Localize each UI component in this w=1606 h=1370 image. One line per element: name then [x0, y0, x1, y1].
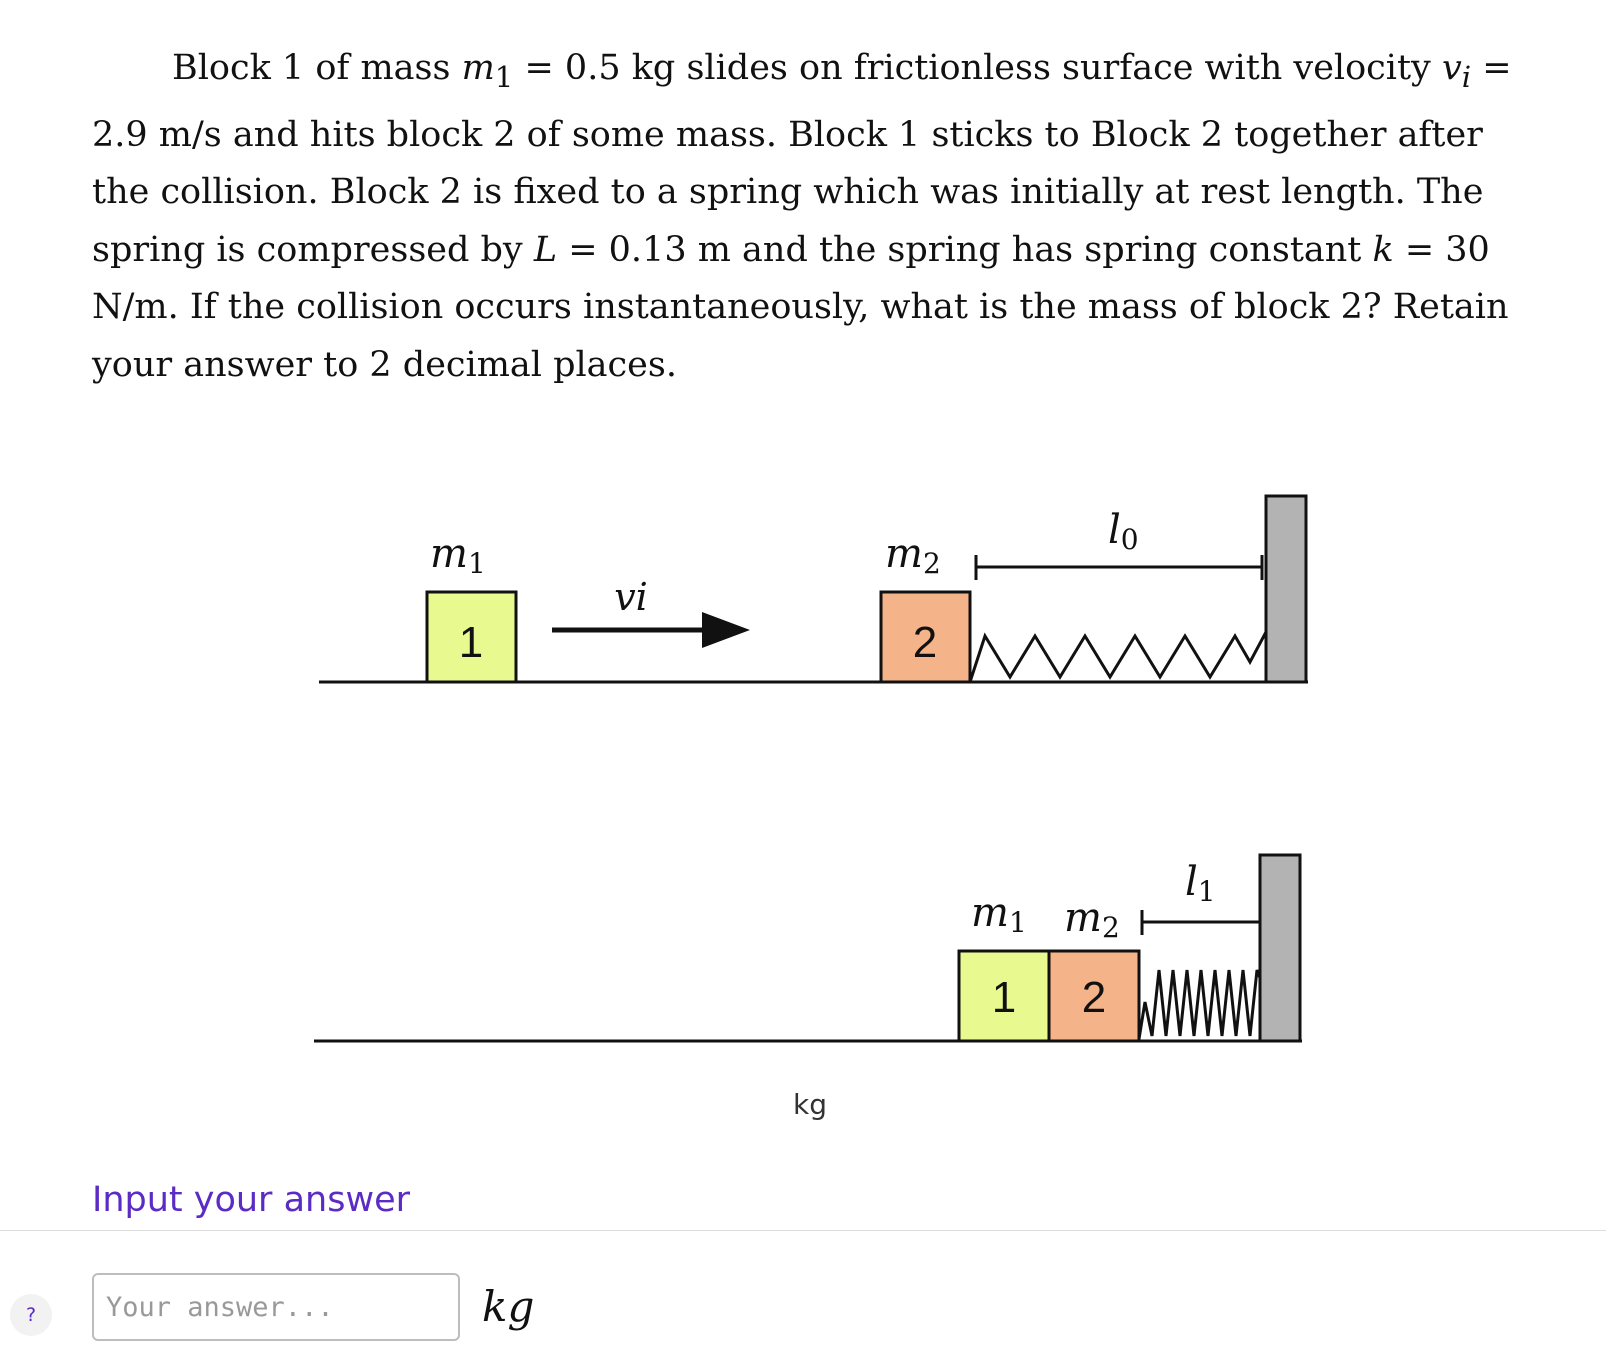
k-symbol: k	[1372, 229, 1394, 270]
m1-label-after: m1	[971, 890, 1027, 939]
m1-subscript: 1	[494, 60, 514, 94]
problem-text-3: and hits block 2 of some mass. Block 1 sticks to Block 2 together after the collision. Block 2 is fixed to a spring which was initially at rest length. The spring is compressed by	[92, 114, 1484, 270]
help-icon[interactable]: ?	[10, 1294, 52, 1336]
equals-1: =	[513, 48, 565, 88]
m2-label-after: m2	[1064, 895, 1120, 944]
vi-value: 2.9 m/s	[92, 114, 222, 155]
l1-label: l1	[1185, 859, 1216, 908]
diagram-unit-label: kg	[793, 1088, 827, 1121]
vi-symbol: v	[1441, 48, 1462, 88]
m1-value: 0.5 kg	[564, 48, 676, 88]
velocity-label: vi	[614, 575, 648, 619]
block-1-after-label: 1	[991, 973, 1017, 1022]
k-value: 30 N/m	[92, 229, 1490, 327]
m1-label-before: m1	[430, 531, 486, 580]
input-answer-label: Input your answer	[92, 1180, 410, 1220]
answer-unit-label: kg	[482, 1282, 535, 1331]
wall-after	[1260, 855, 1300, 1041]
L-value: 0.13 m	[608, 229, 731, 270]
l0-label: l0	[1108, 507, 1139, 556]
spring-before	[970, 632, 1266, 682]
velocity-arrow-head	[702, 612, 750, 648]
block-2-before-label: 2	[912, 618, 938, 667]
equals-2: =	[1471, 48, 1512, 88]
answer-input[interactable]	[92, 1273, 460, 1341]
block-1-before-label: 1	[458, 618, 484, 667]
section-divider	[0, 1230, 1606, 1231]
L-symbol: L	[533, 229, 558, 270]
block-2-after-label: 2	[1081, 973, 1107, 1022]
problem-text-5: . If the collision occurs instantaneously, what is the mass of block 2? Retain your answer to 2 decimal places.	[92, 287, 1509, 385]
m1-symbol: m	[461, 48, 495, 88]
problem-text-2: slides on frictionless surface with velocity	[675, 48, 1442, 88]
problem-text-1: Block 1 of mass	[172, 48, 462, 88]
equals-3: =	[557, 229, 609, 270]
vi-subscript: i	[1461, 60, 1472, 94]
spring-after	[1139, 970, 1260, 1039]
m2-label-before: m2	[885, 531, 941, 580]
problem-text-4: and the spring has spring constant	[730, 229, 1373, 270]
equals-4: =	[1393, 229, 1446, 270]
wall-before	[1266, 496, 1306, 682]
